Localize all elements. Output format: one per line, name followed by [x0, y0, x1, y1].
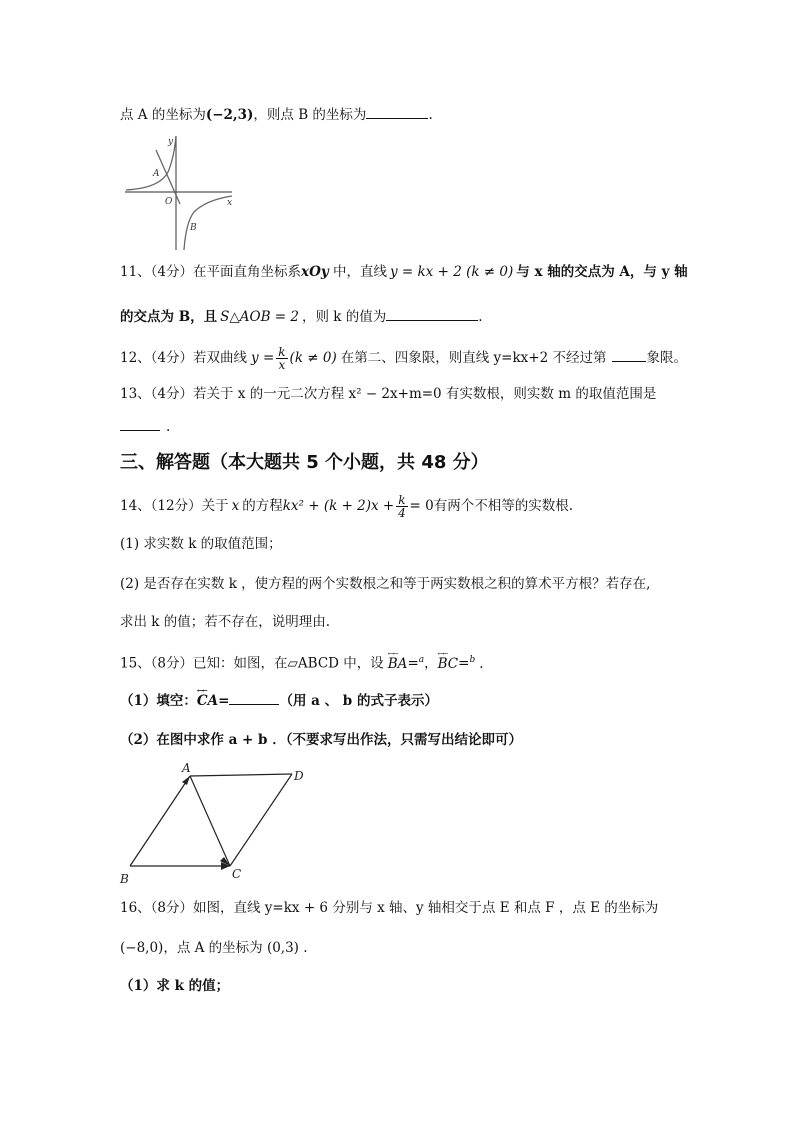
edge-ad — [190, 774, 292, 776]
edge-ba — [130, 776, 190, 866]
q11-eq: y = kx + 2 (k ≠ 0) — [389, 264, 514, 280]
q12-end: 象限。 — [646, 350, 687, 366]
edge-ac — [190, 776, 230, 866]
q13-text: 13、（4分）若关于 x 的一元二次方程 x² − 2x+m=0 有实数根，则实数 m 的取值范围是 — [120, 386, 657, 402]
parallelogram-figure — [116, 758, 316, 888]
q11-line2 — [120, 306, 483, 327]
section-3-heading: 三、解答题（本大题共 5 个小题，共 48 分） — [120, 452, 489, 473]
q14-line — [120, 494, 573, 519]
arrow-a — [182, 776, 190, 785]
q11-num: 11、（4分）在平面直角坐标系 — [120, 264, 302, 280]
q10-coord-a: (−2,3) — [205, 107, 254, 123]
q14-num: 14、（12分）关于 — [120, 498, 229, 514]
q16-line1: 16、（8分）如图，直线 y=kx + 6 分别与 x 轴、y 轴相交于点 E 和点 F ，点 E 的坐标为 — [120, 900, 659, 916]
q15-eq1: = — [407, 655, 419, 672]
q11-sys: xOy — [301, 264, 329, 280]
q11-mid2: 与 x 轴的交点为 A，与 y 轴 — [516, 264, 688, 280]
label-b: B — [120, 872, 129, 886]
q14-part1: (1) 求实数 k 的取值范围； — [120, 536, 282, 552]
q15-part2: （2）在图中求作 a + b ．（不要求写出作法，只需写出结论即可） — [120, 732, 522, 748]
q15-p1-end: （用 a 、 b 的式子表示） — [279, 693, 438, 709]
q14-frac-den: 4 — [398, 506, 406, 520]
q13-answer-blank — [120, 416, 160, 431]
q15-vec-ba: ←← BA — [388, 654, 408, 674]
q12-num: 12、（4分）若双曲线 — [120, 350, 248, 366]
q12-frac-den: x — [278, 358, 286, 372]
q14-end: 有两个不相等的实数根. — [433, 498, 574, 514]
q11-line2-mid: ，则 k 的值为 — [301, 309, 387, 325]
q15-end: . — [479, 655, 484, 672]
q14-fraction — [396, 494, 407, 519]
q14-x: x — [231, 498, 240, 514]
q12-frac-num: k — [278, 345, 286, 359]
q10-text2: ，则点 B 的坐标为 — [253, 107, 367, 123]
q12-fraction — [276, 346, 287, 371]
q12-y-eq: y = — [251, 350, 275, 366]
q10-answer-blank — [366, 104, 428, 119]
q10-line — [120, 104, 433, 125]
label-c: C — [232, 867, 242, 881]
edge-dc — [230, 774, 292, 866]
q15-vec-b: b — [469, 655, 476, 665]
label-d: D — [294, 769, 304, 783]
q11-end: . — [478, 309, 483, 325]
q15-p1-eq: = — [218, 693, 230, 709]
q15-vec-a: a — [418, 655, 425, 665]
q13-line2 — [120, 416, 170, 437]
label-a: A — [182, 761, 191, 775]
q13-end: . — [166, 419, 171, 435]
q15-part1 — [120, 690, 438, 711]
q15-vec-ca: ←← CA — [197, 691, 218, 711]
label-b: B — [190, 223, 197, 233]
q15-vec-bc: ←← BC — [438, 654, 459, 674]
q15-sep: ， — [424, 655, 438, 672]
label-x: x — [227, 198, 233, 208]
q11-line2-start: 的交点为 B，且 — [120, 309, 218, 325]
q14-part2-line2: 求出 k 的值；若不存在，说明理由. — [120, 614, 331, 630]
q11-mid1: 中，直线 — [328, 264, 387, 280]
q14-mid: 的方程 — [242, 498, 283, 514]
q16-part1: （1）求 k 的值； — [120, 978, 230, 994]
q14-frac-num: k — [398, 493, 406, 507]
q12-answer-blank — [612, 347, 646, 362]
label-a: A — [153, 169, 160, 179]
q14-part2-line1: (2) 是否存在实数 k ，使方程的两个实数根之和等于两实数根之积的算术平方根？若存在, — [120, 576, 651, 592]
q12-mid: 在第二、四象限，则直线 y=kx+2 不经过第 — [340, 350, 607, 366]
q12-line — [120, 346, 687, 371]
q15-answer-blank — [229, 690, 279, 705]
q12-cond: (k ≠ 0) — [289, 350, 337, 366]
label-o: O — [165, 197, 173, 207]
q14-eq-end: = 0 — [409, 498, 434, 514]
q11-answer-blank — [386, 306, 478, 321]
q10-text1: 点 A 的坐标为 — [120, 107, 206, 123]
q11-area: S△AOB = 2 — [220, 309, 299, 325]
q16-line2: (−8,0)，点 A 的坐标为 (0,3) . — [120, 940, 308, 956]
q11-line1 — [120, 262, 688, 282]
q14-eq: kx² + (k + 2)x + — [282, 498, 395, 514]
q10-end: . — [428, 107, 433, 123]
q13-line1 — [120, 384, 656, 404]
label-y: y — [168, 137, 174, 147]
hyperbola-figure — [120, 132, 240, 252]
q15-p1-start: （1）填空： — [120, 693, 197, 709]
q15-eq2: = — [458, 655, 470, 672]
q15-intro — [120, 650, 484, 674]
q15-intro-text: 15、（8分）已知：如图，在▱ABCD 中，设 — [120, 655, 384, 672]
